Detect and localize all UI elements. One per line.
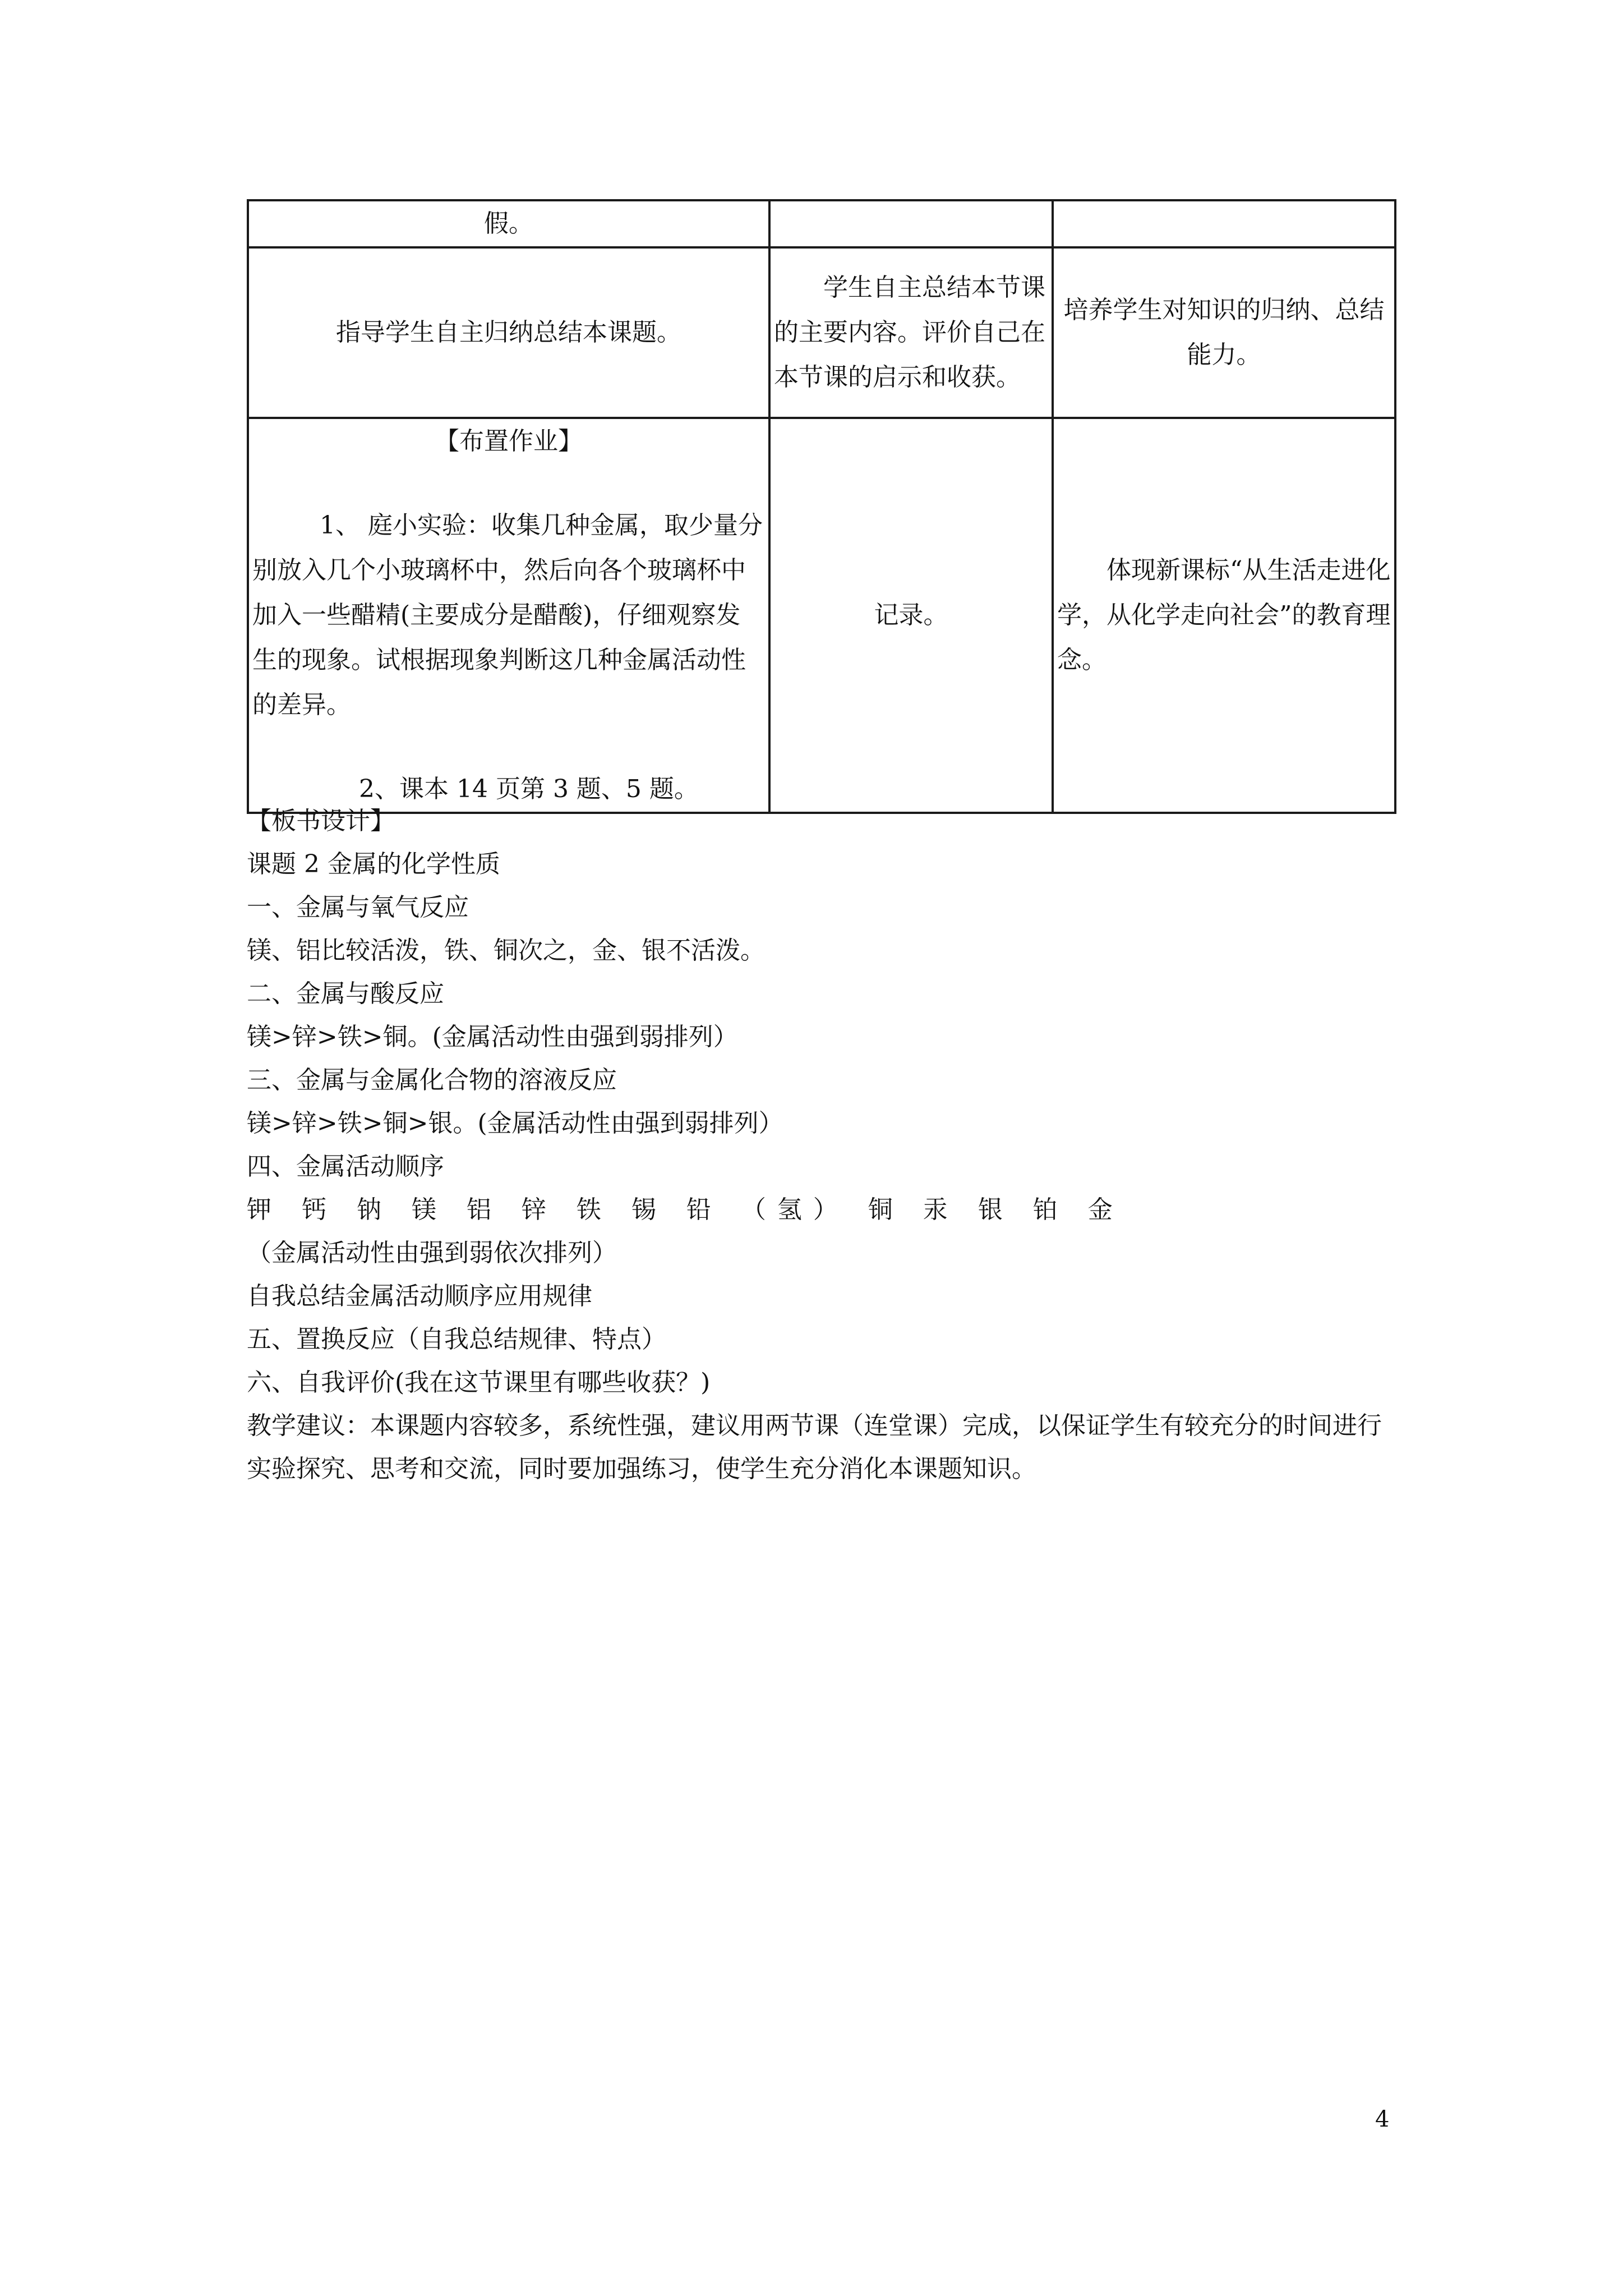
board-line: 二、金属与酸反应 — [247, 979, 444, 1008]
board-line: 一、金属与氧气反应 — [247, 893, 469, 922]
board-line: 镁、铝比较活泼，铁、铜次之，金、银不活泼。 — [247, 936, 765, 965]
design-intent-cell — [1053, 247, 1395, 418]
lesson-title: 课题 2 金属的化学性质 — [247, 850, 500, 878]
homework-heading: 【布置作业】 — [435, 427, 583, 455]
board-line: 四、金属活动顺序 — [247, 1152, 444, 1181]
board-line: （金属活动性由强到弱依次排列） — [247, 1239, 617, 1267]
teaching-suggestion: 教学建议：本课题内容较多，系统性强，建议用两节课（连堂课）完成，以保证学生有较充分的时间进行实验探究、思考和交流，同时要加强练习，使学生充分消化本课题知识。 — [247, 1411, 1382, 1483]
teacher-activity-cell — [248, 247, 769, 418]
board-design-section — [247, 799, 1402, 1490]
homework-item: 2、课本 14 页第 3 题、5 题。 — [359, 775, 699, 803]
teacher-activity-cell — [248, 418, 769, 813]
design-intent-cell — [1053, 418, 1395, 813]
table-row — [248, 200, 1395, 247]
lesson-table — [247, 199, 1396, 814]
board-line: 镁>锌>铁>铜>银。(金属活动性由强到弱排列） — [247, 1109, 783, 1138]
board-line: 三、金属与金属化合物的溶液反应 — [247, 1066, 617, 1094]
table-row — [248, 418, 1395, 813]
board-line: 六、自我评价(我在这节课里有哪些收获？) — [247, 1368, 711, 1397]
page-number: 4 — [1375, 2106, 1390, 2132]
teacher-activity-text: 假。 — [484, 209, 533, 238]
activity-series: 钾 钙 钠 镁 铝 锌 铁 锡 铅 （氢） 铜 汞 银 铂 金 — [247, 1195, 1124, 1224]
board-line: 镁>锌>铁>铜。(金属活动性由强到弱排列） — [247, 1023, 738, 1051]
design-intent-text: 体现新课标“从生活走进化学，从化学走向社会”的教育理念。 — [1057, 556, 1391, 674]
student-activity-cell — [769, 418, 1053, 813]
student-activity-cell — [769, 247, 1053, 418]
student-activity-text: 记录。 — [874, 601, 948, 629]
teacher-activity-cell — [248, 200, 769, 247]
student-activity-cell — [769, 200, 1053, 247]
board-line: 五、置换反应（自我总结规律、特点） — [247, 1325, 666, 1354]
student-activity-text: 学生自主总结本节课的主要内容。评价自己在本节课的启示和收获。 — [774, 273, 1045, 392]
section-heading: 【板书设计】 — [247, 807, 395, 835]
board-line: 自我总结金属活动顺序应用规律 — [247, 1282, 592, 1310]
design-intent-text: 培养学生对知识的归纳、总结能力。 — [1063, 296, 1385, 369]
teacher-activity-text: 指导学生自主归纳总结本课题。 — [336, 318, 681, 347]
homework-item: 1、 庭小实验：收集几种金属，取少量分别放入几个小玻璃杯中，然后向各个玻璃杯中加入一些醋精(主要成分是醋酸)，仔细观察发生的现象。试根据现象判断这几种金属活动性的差异。 — [252, 511, 763, 719]
design-intent-cell — [1053, 200, 1395, 247]
table-row — [248, 247, 1395, 418]
